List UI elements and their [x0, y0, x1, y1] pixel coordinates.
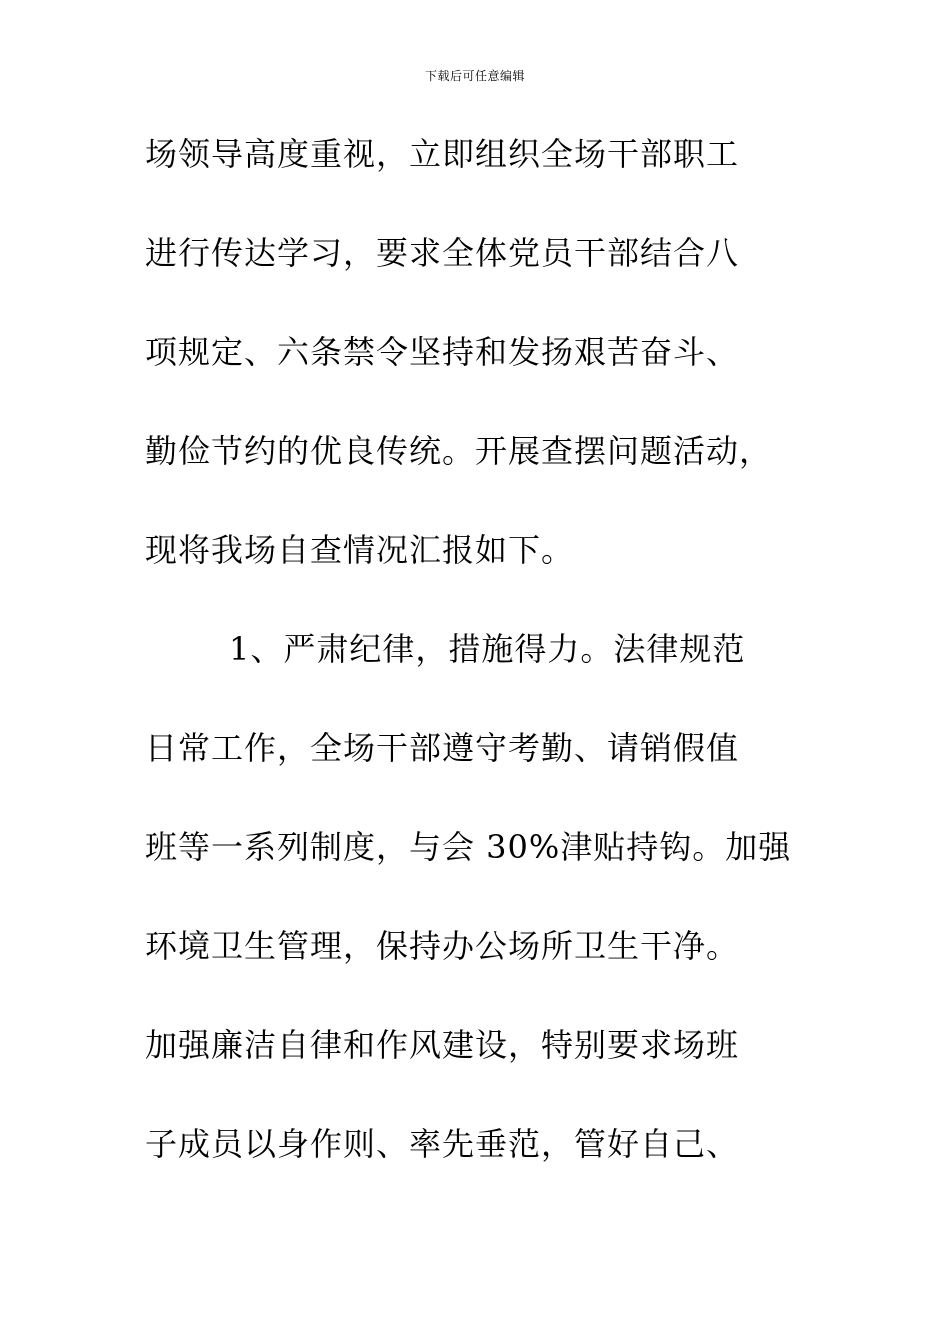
- text-line: 日常工作，全场干部遵守考勤、请销假值: [145, 729, 740, 767]
- text-line: 项规定、六条禁令坚持和发扬艰苦奋斗、: [145, 333, 740, 371]
- text-line: 进行传达学习，要求全体党员干部结合八: [145, 234, 740, 272]
- header-note: 下载后可任意编辑: [424, 69, 525, 83]
- text-line: 加强廉洁自律和作风建设，特别要求场班: [145, 1026, 740, 1064]
- text-line-paragraph-start: 1、严肃纪律，措施得力。法律规范: [229, 630, 746, 668]
- text-line: 班等一系列制度，与会 30%津贴持钩。加强: [145, 828, 792, 866]
- text-line: 现将我场自查情况汇报如下。: [145, 531, 575, 569]
- text-line: 勤俭节约的优良传统。开展查摆问题活动，: [145, 432, 773, 470]
- text-line: 子成员以身作则、率先垂范，管好自己、: [145, 1125, 740, 1163]
- text-line: 场领导高度重视，立即组织全场干部职工: [145, 135, 740, 173]
- body-text: [145, 129, 845, 1218]
- text-line: 环境卫生管理，保持办公场所卫生干净。: [145, 927, 740, 965]
